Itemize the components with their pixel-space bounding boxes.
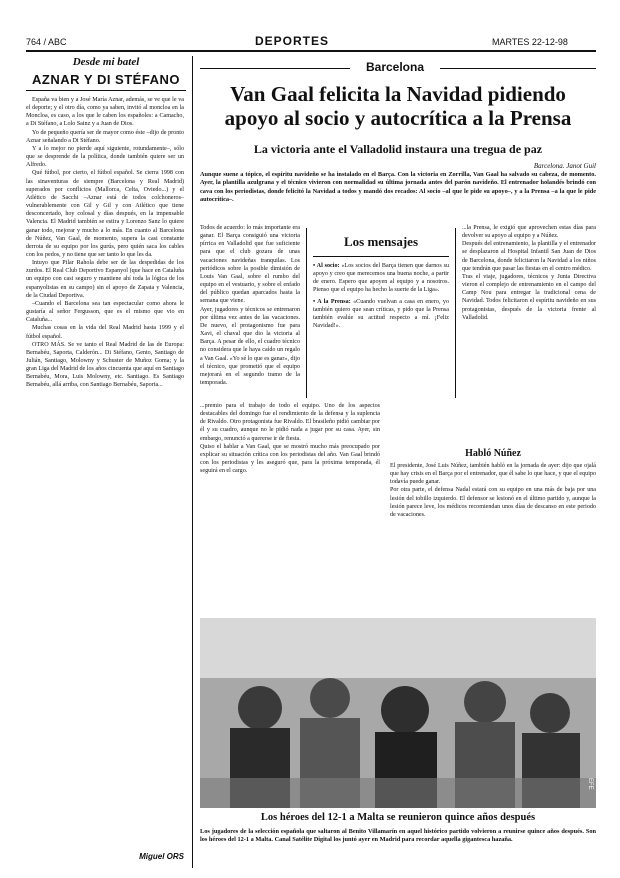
message-text-socio: «Los socios del Barça tienen que darnos su apoyo y creo que merecemos una buena noche, a partir de enero. Espero que apoyen al equipo y a nosotros. Pienso que el equipo ha hecho la suerte de la Liga». bbox=[313, 263, 449, 294]
page-number: 764 / ABC bbox=[26, 37, 67, 47]
column-paragraph: Y a lo mejor no pierde aquí siguiente, rotundamente–, sólo que se desprende de la política, donde también quiere ser un Alfredo. bbox=[26, 145, 184, 169]
photo-caption-text: Los jugadores de la selección española que saltaron al Benito Villamarín en aquel histórico partido volvieron a reunirse quince años después. Son los héroes del 12-1 a Malta. Canal Satélite Digital los juntó ayer en Madrid para recordar aquella gigantesca hazaña. bbox=[200, 828, 596, 844]
header-rule bbox=[26, 50, 596, 52]
column-signature: Miguel ORS bbox=[139, 852, 184, 861]
column-paragraph: Intuyo que Pilar Rahola debe ser de las despedidas de los zurdos. El Real Club Deportivo Espanyol (que hace en Cataluña un equipo con casi seguro y mantiene ahí toda la lógica de los espanyolistas en su campo) sin el apoyo de Zapata y Valencia, de la Ciudad Deportiva. bbox=[26, 260, 184, 299]
body-col-1 bbox=[200, 224, 300, 404]
column-paragraph: España va bien y a José María Aznar, además, se ve que le va el deporte; y el otro día, como ya saben, invitó al moncloa en la Moncloa, es caso, a los que le caben los españoles: a Camacho, a Di Stéfano, a Lolo Sainz y a Juan de Dios. bbox=[26, 97, 184, 128]
column-paragraph: OTRO MÁS. Se ve tanto el Real Madrid de las de Europa: Bernabéu, Saporta, Calderón... Di Stéfano, Gento, Santiago de Julián, Santiago, Molowny y Schuster de Muñoz Goma; y la gran Liga del Madrid de los años cincuenta que aquí en Santiago Bernabéu, Mora, Luis Molowny, etc. Santiago. Es Santiago Bernabéu, allá arriba, con Santiago Bernabéu, Saporta... bbox=[26, 341, 184, 389]
messages-box-rule bbox=[313, 256, 449, 257]
tag-rule-right bbox=[440, 68, 596, 69]
headline: Van Gaal felicita la Navidad pidiendo apoyo al socio y autocrítica a la Prensa bbox=[224, 82, 572, 130]
message-label-prensa: • A la Prensa: bbox=[313, 298, 351, 305]
column-kicker: Desde mi batel bbox=[26, 56, 186, 68]
body-col-3 bbox=[462, 224, 596, 436]
column-body bbox=[26, 96, 184, 848]
subhead-habló-nunez: Habló Núñez bbox=[465, 448, 521, 459]
column-paragraph: Qué fútbol, por cierto, el fútbol español. Se cierra 1998 con las sinaventuras de siempre (Barcelona y Real Madrid) superados por conflictos (Mallorca, Celta, Oviedo...) y el Atlético de Sacchi –Aznar está de todos colchoneros– vulnerablemente con Gil y Gil y con Atlético que tiene desconcertado, hoy colosal y días después, en la impensable Valencia. El Madrid también se estira y Lorenzo Sanz lo quiere ganar todo, mejorar y mucho a lo más. En cuanto al Barcelona de Núñez, Van Gaal, de momento, supera la casi constante derrota de su equipo por los gurús, pero quién saca los cables con los pedos, y no tiene que ser tanto lo que les da. bbox=[26, 170, 184, 258]
column-paragraph: Yo de pequeño quería ser de mayor como éste –dijo de pronto Aznar señalando a Di Stéfano. bbox=[26, 129, 184, 144]
body-paragraph: El presidente, José Luis Núñez, también habló en la jornada de ayer: dijo que ojalá que hay crisis en el Barça por el entrenador, que él sabe lo que hace, y que el equipo todavía puede ganar. Por otra parte, el defensa Nadal estará con su equipo en una más de baja por una lesión del tobillo izquierdo. El defensor se lesionó en el último partido y, aunque la lesión parece leve, los médicos recomiendan unos días de descanso en este periodo de vacaciones. bbox=[390, 463, 596, 518]
lead-paragraph: Aunque suene a tópico, el espíritu navideño se ha instalado en el Barça. Con la victoria en Zorrilla, Van Gaal ha salvado su cabeza, de momento. Ayer, la plantilla azulgrana y el técnico vivieron con normalidad su última jornada antes del parón navideño. El entrenador holandés brindó con cava con los periodistas, donde felicitó la Navidad a todos y mandó dos recados: Al socio –al que le pide su apoyo–, y a la Prensa –a la que le pide autocrítica–. bbox=[200, 171, 596, 203]
section-title: DEPORTES bbox=[255, 34, 330, 48]
column-divider bbox=[192, 56, 193, 868]
opinion-column bbox=[26, 56, 186, 868]
team-photo bbox=[200, 618, 596, 808]
photo-credit: EFE bbox=[587, 778, 593, 790]
photo-caption-title: Los héroes del 12-1 a Malta se reunieron quince años después bbox=[260, 812, 536, 823]
subheadline: La victoria ante el Valladolid instaura una tregua de paz bbox=[253, 142, 543, 156]
messages-box bbox=[306, 228, 456, 398]
tag-rule-left bbox=[200, 68, 350, 69]
column-paragraph: Muchas cosas en la vida del Real Madrid hasta 1999 y el fútbol español. bbox=[26, 325, 184, 340]
message-text-prensa: «Cuando vuelvan a casa en enero, yo también quiero que sean críticas, y pido que la Prensa también evalúe su actitud respecto a mí. ¡Feliz Navidad!». bbox=[313, 298, 449, 330]
body-paragraph: ...la Prensa, le exigió que aprovechen estas días para devolver su apoyo al equipo y a Núñez. Después del entrenamiento, la plantilla y el entrenador se desplazaron al Hospital Infantil San Juan de Dios de Barcelona, donde felicitaron la Navidad a los niños que tendrán que pasar las fiestas en el centro médico. Tras el viaje, jugadores, técnicos y Junta Directiva vieron el complejo de entrenamiento en el campo del Camp Nou para entregar la tradicional cena de Navidad. Todos felicitaron el espíritu navideño en sus protagonistas, después de la victoria frente al Valladolid. bbox=[462, 225, 596, 321]
message-label-socio: • Al socio: bbox=[313, 263, 340, 269]
messages-box-title: Los mensajes bbox=[343, 234, 419, 249]
body-col-3b bbox=[390, 462, 596, 612]
main-article bbox=[200, 56, 596, 868]
column-paragraph: –Cuando el Barcelona sea tan espectacular como ahora le gustaría al señor Fergusson, que es el mismo que vio en Cataluña... bbox=[26, 300, 184, 324]
column-title-rule bbox=[26, 90, 186, 91]
byline: Barcelona. Janot Guil bbox=[533, 162, 596, 170]
body-paragraph: ...premio para el trabajo de todo el equipo. Uno de los aspectos destacables del domingo fue el rendimiento de la defensa y la suplencia de Rivaldo. Otro protagonista fue Rivaldo. El brasileño pidió cambiar por él y su cuadro, aunque no le pidió nada a jugar por su casa. Ayer, sin embargo, renunció a quererse ir de fiesta. Quiso el hablar a Van Gaal, que se mostró mucho más preocupado por explicar su situación crítica con los periodistas del año. Van Gaal brindó con los periodistas y les aseguró que, para la próxima temporada, él seguirá en el cargo. bbox=[200, 403, 380, 475]
body-col-2 bbox=[200, 402, 380, 612]
photo-scene bbox=[200, 618, 596, 808]
messages-box-body bbox=[313, 262, 449, 392]
section-tag: Barcelona bbox=[365, 60, 425, 74]
issue-date: MARTES 22-12-98 bbox=[492, 37, 568, 47]
column-title: AZNAR Y DI STÉFANO bbox=[32, 72, 180, 87]
body-paragraph: Todos de acuerdo: lo más importante era ganar. El Barça consiguió una victoria pírrica en Valladolid que fue suficiente para que el club gozara de unas vacaciones navideñas tranquilas. Los periódicos sobre la posible dimisión de Louis Van Gaal, sobre el rumbo del equipo en el vestuario, y sobre el enfado del público quedan aparcados hasta la semana que viene. Ayer, jugadores y técnicos se entrenaron por última vez antes de las vacaciones. De nuevo, el protagonismo fue para Xavi, el chaval que dio la victoria al Barça. A pesar de ello, el cuadro técnico no considera que le haya caído un regalo a Van Gaal. «Yo sé lo que es ganar», dijo el técnico, que prometió que el equipo mejorará en el segundo tramo de la temporada. bbox=[200, 225, 300, 386]
